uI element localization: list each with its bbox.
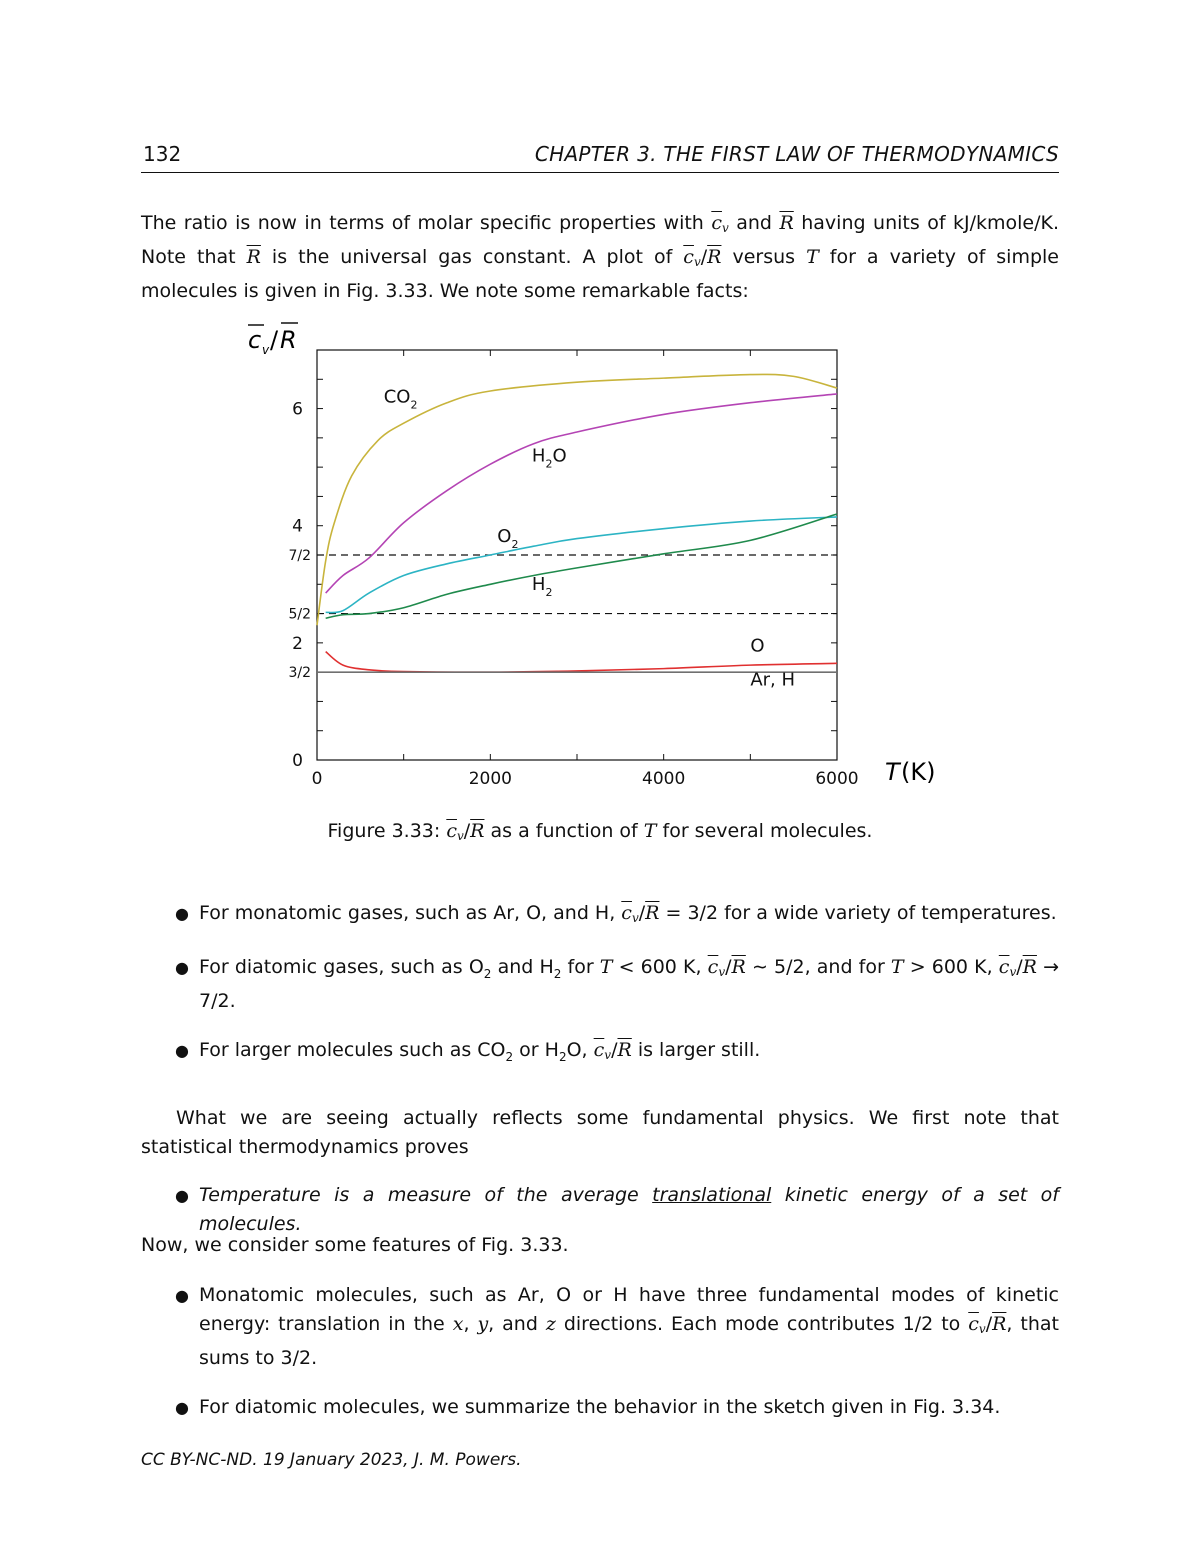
- figure-3-33-chart: [240, 310, 980, 800]
- x-tick-label: 2000: [468, 769, 512, 789]
- x-axis-label-T: T: [885, 758, 900, 786]
- footer-license: CC BY-NC-ND. 19 January 2023, J. M. Powers.: [141, 1450, 522, 1470]
- x-tick-label: 4000: [642, 769, 686, 789]
- series-label: $H_2O$: [531, 445, 567, 471]
- series-label: $O_2$: [497, 526, 519, 552]
- series-label: O: [750, 635, 765, 657]
- y-tick-label: 4: [292, 516, 303, 537]
- page-header: [141, 138, 1059, 173]
- paragraph-features: Now, we consider some features of Fig. 3.33.: [141, 1234, 569, 1256]
- y-axis-label-R: R: [280, 326, 297, 354]
- x-axis-label: [885, 758, 935, 786]
- list-item: ● Monatomic molecules, such as Ar, O or H have three fundamental modes of kinetic energy: translation in the x, y, and z directions. Each mode contributes 1/2 to $\overline{c}_v/\overline{R}$, that sums to 3/2.: [175, 1284, 1059, 1369]
- series-line-o2: [326, 517, 837, 613]
- series-label: $H_2$: [531, 574, 553, 600]
- x-tick-label: 6000: [815, 769, 859, 789]
- y-tick-label: 0: [292, 751, 303, 771]
- series-label: $CO_2$: [383, 386, 418, 412]
- page-number: 132: [143, 142, 182, 166]
- intro-paragraph: The ratio is now in terms of molar specific properties with $\overline{c}_v$ and $\overline{R}$ having units of kJ/kmole/K. Note that $\overline{R}$ is the universal gas constant. A plot of $\overline{c}_v/\overline{R}$ versus T for a variety of simple molecules is given in Fig. 3.33. We note some remarkable facts:: [141, 212, 1060, 302]
- x-tick-label: 0: [311, 769, 323, 789]
- list-item: ● For monatomic gases, such as Ar, O, and H, $\overline{c}_v/\overline{R} = 3/2$ for a wide variety of temperatures.: [175, 902, 1057, 925]
- bullet-list-modes: [141, 1281, 1059, 1422]
- series-label: Ar, H: [750, 669, 796, 691]
- bullet-list-gases: [141, 899, 1059, 1070]
- y-fraction-tick-label: 5/2: [288, 606, 311, 623]
- y-tick-label: 2: [292, 633, 303, 654]
- y-fraction-tick-label: 7/2: [288, 548, 311, 564]
- list-item: ● Temperature is a measure of the average translational kinetic energy of a set of molecules.: [175, 1184, 1059, 1235]
- list-item: ● For larger molecules such as $CO_2$ or $H_2O$, $\overline{c}_v/\overline{R}$ is larger still.: [175, 1039, 761, 1064]
- figure-caption: Figure 3.33: $\overline{c}_v/\overline{R}$ as a function of T for several molecules.: [327, 820, 873, 843]
- y-fraction-tick-label: 3/2: [288, 665, 311, 682]
- y-tick-label: 6: [292, 399, 303, 420]
- y-axis-label-cv: c: [248, 326, 262, 354]
- y-axis-label-sub: v: [262, 343, 270, 357]
- y-axis-label: [248, 323, 298, 357]
- x-axis-label-unit: (K): [901, 758, 936, 786]
- series-line-co2: [317, 374, 837, 625]
- chapter-title: CHAPTER 3. THE FIRST LAW OF THERMODYNAMICS: [534, 142, 1059, 166]
- y-axis-label-slash: /: [270, 326, 279, 354]
- list-item: ● For diatomic gases, such as $O_2$ and $H_2$ for T < 600 K, $\overline{c}_v/\overline{R}$ ∼ 5/2, and for T > 600 K, $\overline{c}_v/\overline{R} \to 7/2$.: [175, 956, 1060, 1012]
- paragraph-physics: What we are seeing actually reflects some fundamental physics. We first note that statistical thermodynamics proves: [141, 1107, 1059, 1158]
- list-item: ● For diatomic molecules, we summarize the behavior in the sketch given in Fig. 3.34.: [175, 1396, 1001, 1418]
- series-line-h2: [326, 514, 837, 618]
